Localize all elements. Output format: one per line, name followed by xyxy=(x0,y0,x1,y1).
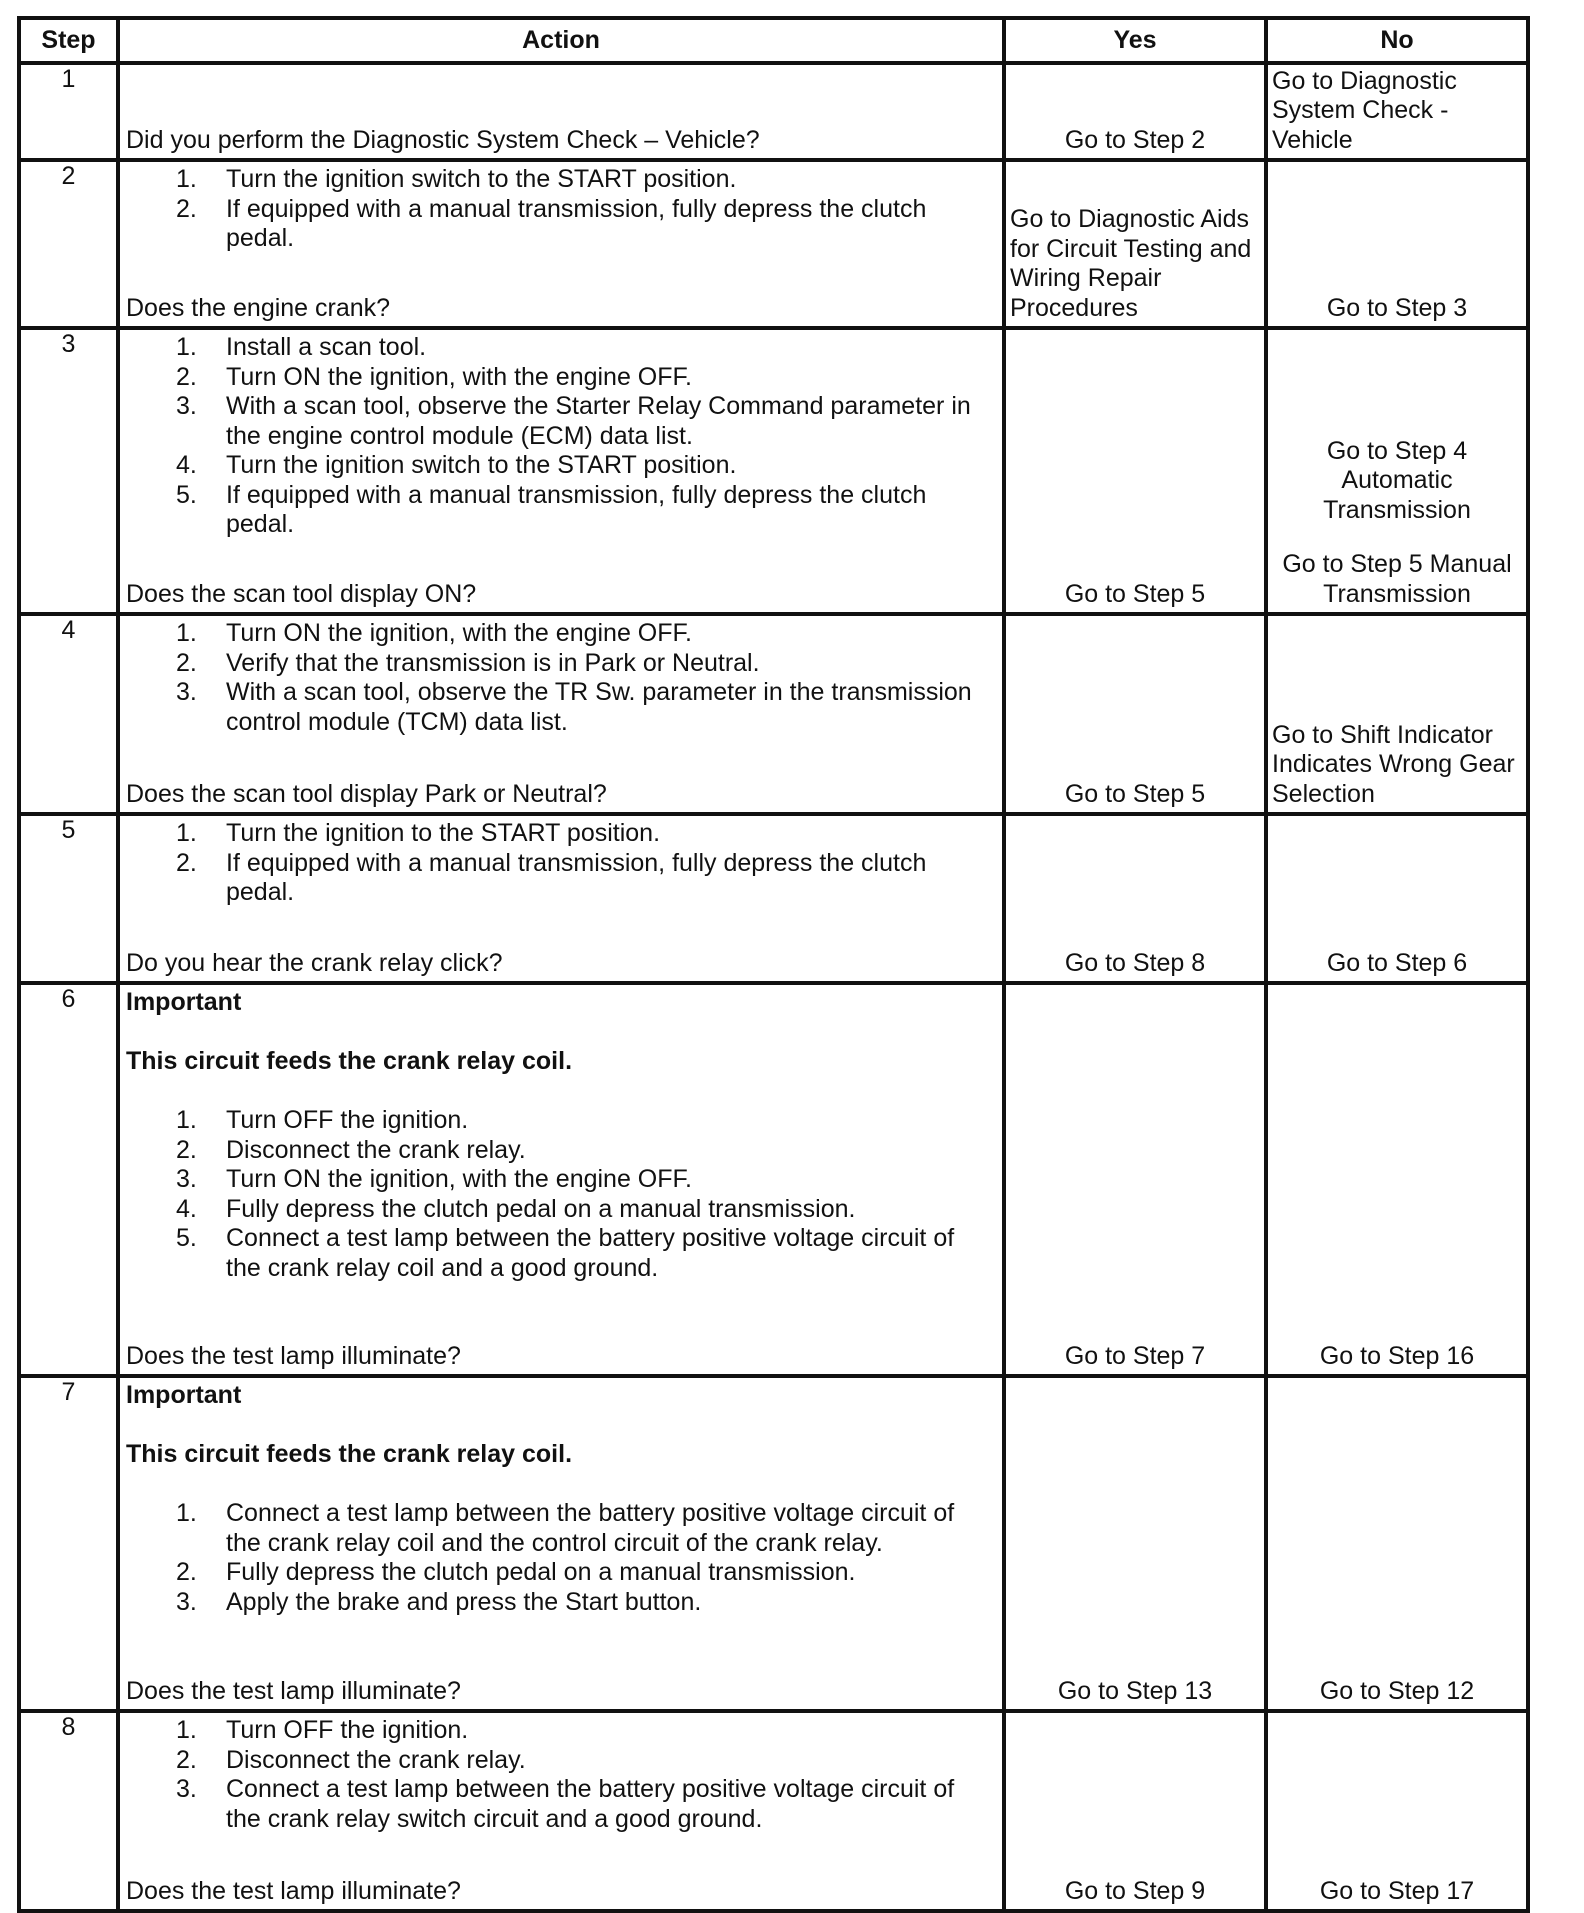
procedure-item-text: Fully depress the clutch pedal on a manual transmission. xyxy=(226,1194,856,1223)
result-no-text xyxy=(1272,949,1522,979)
action-content xyxy=(126,619,996,809)
procedure-item-text: Apply the brake and press the Start button. xyxy=(226,1587,702,1616)
action-body xyxy=(126,619,996,737)
result-no-line: Go to Step 3 xyxy=(1326,293,1468,322)
result-yes-text xyxy=(1010,126,1260,156)
result-yes-line: Go to Step 13 xyxy=(1057,1676,1213,1705)
procedure-item-text: With a scan tool, observe the Starter Relay Command parameter in xyxy=(226,392,971,420)
action-cell xyxy=(118,614,1004,814)
procedure-item-number: 2. xyxy=(176,1745,197,1774)
header-yes: Yes xyxy=(1004,18,1266,63)
procedure-list xyxy=(126,333,996,540)
procedure-item-text: pedal. xyxy=(226,224,295,252)
procedure-item-number: 1. xyxy=(176,165,197,193)
table-row xyxy=(19,328,1528,614)
procedure-item-number: 2. xyxy=(176,648,197,677)
step-number: 6 xyxy=(19,983,118,1376)
result-no-line: Go to Diagnostic xyxy=(1272,66,1457,95)
procedure-item-text: pedal. xyxy=(226,510,295,538)
result-no-line: System Check - xyxy=(1272,96,1449,124)
procedure-item-number: 2. xyxy=(176,1558,197,1586)
procedure-item xyxy=(126,481,996,540)
spacer xyxy=(126,1018,996,1048)
important-label: Important xyxy=(126,988,242,1016)
procedure-item-text: Turn OFF the ignition. xyxy=(226,1106,469,1134)
procedure-item-text: Fully depress the clutch pedal on a manual transmission. xyxy=(226,1558,856,1586)
procedure-list xyxy=(126,1106,996,1283)
result-yes-line: Procedures xyxy=(1010,293,1138,322)
step-number: 7 xyxy=(19,1376,118,1711)
procedure-item-text: the engine control module (ECM) data list. xyxy=(226,421,693,450)
result-no-line: Transmission xyxy=(1323,579,1471,608)
procedure-item-number: 3. xyxy=(176,678,197,706)
action-cell xyxy=(118,1711,1004,1911)
result-no-line: Go to Step 5 Manual xyxy=(1282,550,1512,578)
procedure-list xyxy=(126,819,996,908)
procedure-item-number: 1. xyxy=(176,619,197,647)
procedure-item-text: If equipped with a manual transmission, fully depress the clutch xyxy=(226,848,927,877)
result-no-line: Go to Step 4 xyxy=(1326,436,1468,465)
procedure-item-number: 3. xyxy=(176,1165,197,1193)
action-content xyxy=(126,1716,996,1906)
result-yes-text xyxy=(1010,580,1260,610)
action-body xyxy=(126,988,996,1283)
procedure-item-text: If equipped with a manual transmission, fully depress the clutch xyxy=(226,194,927,223)
procedure-item-text: Turn the ignition switch to the START position. xyxy=(226,451,737,479)
header-row xyxy=(19,18,1528,63)
procedure-item-number: 2. xyxy=(176,1135,197,1164)
result-no-line: Selection xyxy=(1272,779,1375,808)
result-no-line: Vehicle xyxy=(1272,125,1353,154)
action-cell xyxy=(118,1376,1004,1711)
procedure-item-text: Connect a test lamp between the battery positive voltage circuit of xyxy=(226,1499,955,1527)
result-no-line: Indicates Wrong Gear xyxy=(1272,750,1515,778)
procedure-item-text: Turn the ignition switch to the START position. xyxy=(226,165,737,193)
result-yes-line: Go to Step 5 xyxy=(1064,579,1206,608)
procedure-item xyxy=(126,1588,996,1618)
result-no-cell xyxy=(1266,814,1528,983)
action-question: Does the test lamp illuminate? xyxy=(126,1341,461,1370)
result-no-cell xyxy=(1266,160,1528,328)
procedure-item-text: Disconnect the crank relay. xyxy=(226,1135,526,1164)
procedure-item-text: Connect a test lamp between the battery positive voltage circuit of xyxy=(226,1224,955,1252)
result-no-cell xyxy=(1266,63,1528,160)
procedure-item-number: 1. xyxy=(176,1106,197,1134)
procedure-item-number: 4. xyxy=(176,1194,197,1223)
procedure-item-text: If equipped with a manual transmission, fully depress the clutch xyxy=(226,480,927,509)
step-number: 4 xyxy=(19,614,118,814)
action-question: Does the test lamp illuminate? xyxy=(126,1676,461,1705)
action-content xyxy=(126,68,996,155)
procedure-list xyxy=(126,619,996,737)
step-number: 3 xyxy=(19,328,118,614)
procedure-item-text: the crank relay coil and the control circuit of the crank relay. xyxy=(226,1528,883,1557)
procedure-item-number: 3. xyxy=(176,392,197,420)
important-label: Important xyxy=(126,1381,242,1409)
result-yes-cell xyxy=(1004,63,1266,160)
procedure-item xyxy=(126,849,996,908)
procedure-item xyxy=(126,649,996,679)
result-no-line: Go to Step 16 xyxy=(1319,1341,1475,1370)
procedure-item xyxy=(126,1195,996,1225)
action-cell xyxy=(118,983,1004,1376)
procedure-item-text: Turn OFF the ignition. xyxy=(226,1716,469,1744)
procedure-item-number: 4. xyxy=(176,451,197,479)
procedure-item-text: Connect a test lamp between the battery positive voltage circuit of xyxy=(226,1775,955,1803)
result-yes-text xyxy=(1010,1877,1260,1907)
result-yes-line: Go to Step 8 xyxy=(1064,948,1206,977)
result-yes-cell xyxy=(1004,983,1266,1376)
procedure-item-text: With a scan tool, observe the TR Sw. parameter in the transmission xyxy=(226,678,972,706)
procedure-item xyxy=(126,333,996,363)
table-row xyxy=(19,1711,1528,1911)
result-yes-cell xyxy=(1004,328,1266,614)
result-no-cell xyxy=(1266,1376,1528,1711)
procedure-item-text: Turn ON the ignition, with the engine OFF. xyxy=(226,362,692,391)
action-content xyxy=(126,165,996,323)
result-no-text xyxy=(1272,294,1522,324)
result-no-text xyxy=(1272,1342,1522,1372)
result-yes-cell xyxy=(1004,814,1266,983)
table-row xyxy=(19,160,1528,328)
action-cell xyxy=(118,814,1004,983)
result-yes-line: for Circuit Testing and xyxy=(1010,234,1252,263)
result-no-cell xyxy=(1266,614,1528,814)
result-yes-text xyxy=(1010,1342,1260,1372)
action-body xyxy=(126,333,996,540)
procedure-item-number: 3. xyxy=(176,1587,197,1616)
result-yes-text xyxy=(1010,1677,1260,1707)
table-row xyxy=(19,814,1528,983)
result-no-line: Transmission xyxy=(1323,495,1471,524)
procedure-item xyxy=(126,1224,996,1283)
procedure-item xyxy=(126,392,996,451)
result-no-cell xyxy=(1266,328,1528,614)
result-no-line: Go to Step 17 xyxy=(1319,1876,1475,1905)
action-body xyxy=(126,1381,996,1617)
table-row xyxy=(19,983,1528,1376)
procedure-item-number: 2. xyxy=(176,848,197,877)
procedure-item xyxy=(126,1746,996,1776)
procedure-item-number: 1. xyxy=(176,1499,197,1527)
action-cell xyxy=(118,328,1004,614)
action-cell xyxy=(118,63,1004,160)
action-content xyxy=(126,333,996,609)
procedure-item xyxy=(126,1558,996,1588)
important-note: This circuit feeds the crank relay coil. xyxy=(126,1047,573,1075)
result-no-text xyxy=(1272,1877,1522,1907)
result-yes-line: Wiring Repair xyxy=(1010,264,1162,292)
result-no-text xyxy=(1272,67,1522,156)
action-content xyxy=(126,819,996,978)
action-question: Does the scan tool display Park or Neutral? xyxy=(126,779,607,808)
result-yes-line: Go to Step 5 xyxy=(1064,779,1206,808)
procedure-item-number: 1. xyxy=(176,819,197,847)
result-no-line xyxy=(1272,525,1522,550)
procedure-list xyxy=(126,1716,996,1834)
result-no-line: Go to Step 6 xyxy=(1326,948,1468,977)
step-number: 5 xyxy=(19,814,118,983)
procedure-item xyxy=(126,363,996,393)
result-yes-text xyxy=(1010,780,1260,810)
header-step: Step xyxy=(19,18,118,63)
result-yes-line: Go to Step 2 xyxy=(1064,125,1206,154)
table-body xyxy=(19,63,1528,1911)
procedure-item xyxy=(126,1136,996,1166)
procedure-item-number: 2. xyxy=(176,194,197,223)
header-no: No xyxy=(1266,18,1528,63)
action-body xyxy=(126,165,996,254)
procedure-item-text: control module (TCM) data list. xyxy=(226,707,568,736)
action-question: Do you hear the crank relay click? xyxy=(126,948,503,977)
procedure-item xyxy=(126,619,996,649)
procedure-item xyxy=(126,1165,996,1195)
procedure-list xyxy=(126,1499,996,1617)
action-content xyxy=(126,988,996,1371)
step-number: 2 xyxy=(19,160,118,328)
result-yes-cell xyxy=(1004,1711,1266,1911)
action-question: Does the scan tool display ON? xyxy=(126,579,477,608)
result-yes-line: Go to Step 7 xyxy=(1064,1341,1206,1370)
result-yes-text xyxy=(1010,949,1260,979)
result-yes-text xyxy=(1010,205,1260,323)
procedure-item-text: Turn ON the ignition, with the engine OFF. xyxy=(226,1165,692,1193)
result-no-line: Go to Step 12 xyxy=(1319,1676,1475,1705)
result-no-line: Go to Shift Indicator xyxy=(1272,720,1493,749)
procedure-item-text: Verify that the transmission is in Park or Neutral. xyxy=(226,648,760,677)
result-yes-line: Go to Step 9 xyxy=(1064,1876,1206,1905)
spacer xyxy=(126,1411,996,1441)
procedure-item-text: Install a scan tool. xyxy=(226,333,427,361)
result-no-line: Automatic xyxy=(1341,466,1453,494)
table-row xyxy=(19,1376,1528,1711)
result-yes-line: Go to Diagnostic Aids xyxy=(1010,205,1250,233)
procedure-item xyxy=(126,195,996,254)
result-no-cell xyxy=(1266,983,1528,1376)
spacer xyxy=(126,1077,996,1107)
procedure-item xyxy=(126,1106,996,1136)
procedure-item-text: the crank relay switch circuit and a good ground. xyxy=(226,1804,763,1833)
procedure-item-number: 1. xyxy=(176,333,197,361)
procedure-item xyxy=(126,678,996,737)
important-note: This circuit feeds the crank relay coil. xyxy=(126,1440,573,1468)
procedure-item xyxy=(126,819,996,849)
procedure-item-text: Disconnect the crank relay. xyxy=(226,1745,526,1774)
procedure-item-text: Turn ON the ignition, with the engine OFF. xyxy=(226,619,692,647)
step-number: 8 xyxy=(19,1711,118,1911)
action-body xyxy=(126,1716,996,1834)
procedure-item xyxy=(126,165,996,195)
spacer xyxy=(126,1470,996,1500)
procedure-item-number: 3. xyxy=(176,1775,197,1803)
diagnostic-table xyxy=(17,16,1530,1913)
procedure-list xyxy=(126,165,996,254)
procedure-item-number: 5. xyxy=(176,480,197,509)
table-row xyxy=(19,614,1528,814)
procedure-item-number: 1. xyxy=(176,1716,197,1744)
action-question: Does the engine crank? xyxy=(126,293,391,322)
action-question: Does the test lamp illuminate? xyxy=(126,1876,461,1905)
procedure-item-text: pedal. xyxy=(226,878,295,906)
procedure-item-number: 5. xyxy=(176,1224,197,1252)
result-no-text xyxy=(1272,1677,1522,1707)
result-no-cell xyxy=(1266,1711,1528,1911)
action-body xyxy=(126,819,996,908)
action-content xyxy=(126,1381,996,1706)
result-yes-cell xyxy=(1004,1376,1266,1711)
procedure-item xyxy=(126,1775,996,1834)
procedure-item xyxy=(126,451,996,481)
result-no-text xyxy=(1272,721,1522,810)
header-action: Action xyxy=(118,18,1004,63)
result-yes-cell xyxy=(1004,160,1266,328)
procedure-item xyxy=(126,1716,996,1746)
action-question: Did you perform the Diagnostic System Check – Vehicle? xyxy=(126,125,760,154)
table-row xyxy=(19,63,1528,160)
procedure-item xyxy=(126,1499,996,1558)
result-yes-cell xyxy=(1004,614,1266,814)
procedure-item-text: the crank relay coil and a good ground. xyxy=(226,1253,659,1282)
action-cell xyxy=(118,160,1004,328)
result-no-text xyxy=(1272,437,1522,610)
procedure-item-number: 2. xyxy=(176,362,197,391)
step-number: 1 xyxy=(19,63,118,160)
procedure-item-text: Turn the ignition to the START position. xyxy=(226,819,661,847)
